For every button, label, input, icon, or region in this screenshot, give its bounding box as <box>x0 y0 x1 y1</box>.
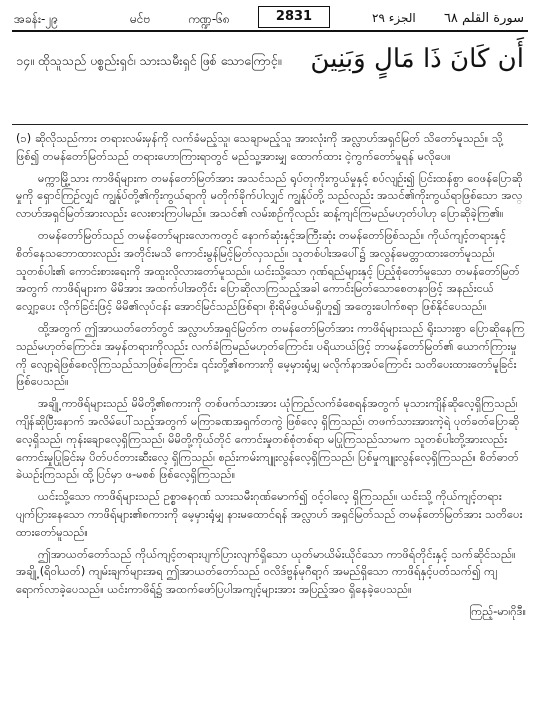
note-paragraph: မက္ကာမြို့သား ကာဖိရ်များက တမန်တော်မြတ်အား အသင်သည် ရုပ်တုကိုးကွယ်မှုနှင့် စပ်လျဉ်း၍ ပြင်းထန်စွာ ဝေဖန်ပြောဆိုမှုကို ရှောင်ကြဉ်လျှင် ကျွန်ုပ်တို့၏ကိုးကွယ်ရာကို မတိုက်ခိုက်ပါလျှင် ကျွန်ုပ်တို့ သည်လည်း အသင်၏ကိုးကွယ်ရာဖြစ်သော အလ္လာဟ်အရှင်မြတ်အားလည်း လေးစားကြပါမည်။ အသင်၏ လမ်းစဉ်ကိုလည်း ဆန့်ကျင်ကြမည်မဟုတ်ပါဟု ပြောဆိုခဲ့ကြ၏။ <box>16 171 523 221</box>
page-header <box>12 8 528 32</box>
page-label: ကဏ္ဍ-၆၈ <box>188 12 230 26</box>
juz-label: မင်ဗ <box>130 12 151 26</box>
verse-block <box>12 40 528 122</box>
note-paragraph: ယင်းသို့သော ကာဖိရ်များသည် ဥစ္စာဓနဂုဏ် သားသမီးဂုဏ်မောက်၍ ဝင့်ဝါလေ့ ရှိကြသည်။ ယင်းသို့ ကိုယ်ကျင့်တရားပျက်ပြားနေသော ကာဖိရ်များ၏စကားကို မေ့မှားရုံမျှ နားမထောင်ရန် အလ္လာဟ် အရှင်မြတ်သည် တမန်တော်မြတ်အား သတိပေးထားတော်မူသည်။ <box>16 490 523 539</box>
signature: ကြည့်-မာ၊ဂိုဒီ။ <box>469 604 526 618</box>
verse-arabic: أَن كَانَ ذَا مَالٍ وَبَنِينَ <box>310 44 524 74</box>
divider <box>12 124 528 125</box>
arabic-juz: الجزء ٢٩ <box>372 11 416 25</box>
note-paragraph: (၁) ဆိုလိုသည်ကား တရားလမ်းမှန်ကို လက်ခံမည့်သူ၊ သေချာမည့်သူ အားလုံးကို အလ္လာဟ်အရှင်မြတ် သိတော်မူသည်။ သို့ဖြစ်၍ တမန်တော်မြတ်သည် တရားဟောကြားရာတွင် မည်သူ့အားမျှ ထောက်ထား ငဲ့ကွက်တော်မူရန် မလိုပေ။ <box>16 132 503 163</box>
note-paragraph: ထို့အတွက် ဤအာယတ်တော်တွင် အလ္လာဟ်အရှင်မြတ်က တမန်တော်မြတ်အား ကာဖိရ်များသည် ရိုးသားစွာ ပြောဆိုနေကြသည်မဟုတ်ကြောင်း၊ အမှန်တရားကိုလည်း လက်ခံကြမည်မဟုတ်ကြောင်း၊ ပရိယာယ်ဖြင့် ဘာမန်တော်မြတ်၏ ယောက်ကြားမှုကို လျော့ရဲဖြစ်စေလိုကြသည်သာဖြစ်ကြောင်း၊ ၎င်းတို့၏စကားကို မေ့မှားရုံမျှ မလိုက်နာအပ်ကြောင်း သတိပေးထားတော်မူခြင်း ဖြစ်ပေသည်။ <box>16 321 525 389</box>
note-paragraph: အချို့ ကာဖိရ်များသည် မိမိတို့၏စကားကို တစ်ဖက်သားအား ယုံကြည်လက်ခံစေရန်အတွက် မုသားကျိန်ဆိုလေ့ရှိကြသည်၊ ကျိန်ဆိုပြီးနောက် အလိမ်ပေါ်သည့်အတွက် မကြာခဏအရှက်တကွဲ ဖြစ်လေ့ ရှိကြသည်၊ တဖက်သားအားကဲ့ရဲ ပုတ်ခတ်ပြောဆိုလေ့ရှိသည်၊ ကုန်းချောလေ့ရှိကြသည်၊ မိမိတို့ကိုယ်တိုင် ကောင်းမှုတစ်စုံတစ်ရာ မပြုကြသည်သာမက သူတစ်ပါးတို့အားလည်း ကောင်းမှုပြုခြင်းမှ ပိတ်ပင်တားဆီးလေ့ ရှိကြသည်၊ စည်းကမ်းကျူးလွန်လေ့ရှိကြသည်၊ ပြစ်မှုကျူးလွန်လေ့ရှိကြသည်။ စိတ်ဓာတ်ခဲယဉ်းကြသည်၊ ထို့ပြင်မှာ ဖ-မစစ် ဖြစ်လေ့ရှိကြသည်။ <box>16 397 520 482</box>
arabic-surah: سورة القلم ٦٨ <box>443 11 524 26</box>
note-paragraph: ဤအာယတ်တော်သည် ကိုယ်ကျင့်တရားပျက်ပြားလျက်ရှိသော ယုတ်မာယိမ်းယိုင်သော ကာဖိရ်တိုင်းနှင့် သက်ဆိုင်သည်။ အချို့ (ရိဝါယတ်) ကျမ်းချက်များအရ ဤအာယတ်တော်သည် ဝလိဒ်ဗ္ဗန်မုဂီရာ့ဂ် အမည်ရှိသော ကာဖိရ်နှင့်ပတ်သက်၍ ကျရောက်လာခဲ့ပေသည်။ ယင်းကာဖိရ်၌ အထက်ဖော်ပြပါအကျင့်များအား အပြည့်အဝ ရှိနေခဲ့ပေသည်။ <box>16 547 516 597</box>
chapter-label: အခန်း-၂၉ <box>14 12 58 26</box>
note-paragraph: တမန်တော်မြတ်သည် တမန်တော်များလောကတွင် နောက်ဆုံးနှင့်အကြီးဆုံး တမန်တော်ဖြစ်သည်။ ကိုယ်ကျင့်တရားနှင့် စိတ်နေသဘောထားလည်း အတိုင်းမသိ ကောင်းမွန်မြင့်မြတ်လှသည်။ သူတစ်ပါးအပေါ်၌ အလွန်မေတ္တာထားတော်မူသည်၊ သူတစ်ပါး၏ ကောင်းစားရေးကို အထူးလိုလားတော်မူသည်။ ယင်းသို့သော ဂုဏ်ရည်များနှင့် ပြည့်စုံတော်မူသော တမန်တော်မြတ်အတွက် ကာဖိရ်များက မိမိအား အထက်ပါအတိုင်း ပြောဆိုလာကြသည့်အခါ ကောင်းမြတ်သောစေတနာဖြင့် အနည်းငယ် လျှော့ပေး လိုက်ခြင်းဖြင့် မိမိ၏လုပ်ငန်း အောင်မြင်သည်ဖြစ်ရာ၊ စိုးရိမ်ဖွယ်မရှိဟူ၍ အတွေးပေါက်စရာ ဖြစ်နိုင်ပေသည်။ <box>16 228 520 314</box>
commentary <box>16 130 526 625</box>
page-number: 2831 <box>258 6 330 28</box>
verse-translation: ၁၄။ ထိုသူသည် ပစ္စည်းရှင်၊ သားသမီးရှင် ဖြစ် သောကြောင့်။ <box>16 53 282 68</box>
